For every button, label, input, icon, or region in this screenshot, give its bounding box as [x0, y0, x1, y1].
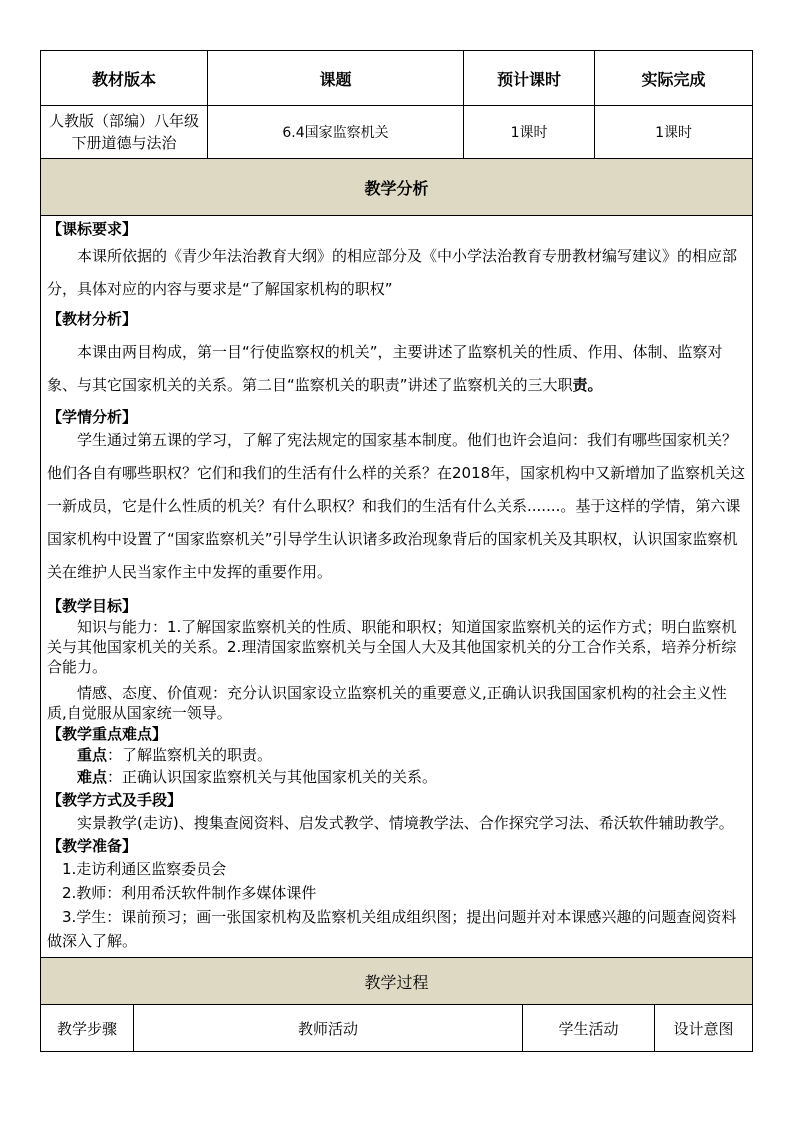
keypoint-key — [47, 745, 746, 765]
lesson-plan-table — [40, 50, 753, 1052]
learners-heading: 【学情分析】 — [47, 408, 138, 426]
process-header-row — [41, 1005, 753, 1052]
textbook-heading: 【教材分析】 — [47, 310, 138, 328]
col-student: 学生活动 — [523, 1005, 655, 1052]
curriculum-body: 本课所依据的《青少年法治教育大纲》的相应部分及《中小学法治教育专册教材编写建议》的相应部分，具体对应的内容与要求是“了解国家机构的职权” — [47, 247, 738, 298]
header-topic: 课题 — [208, 51, 464, 106]
info-row — [41, 106, 753, 159]
edition-value: 人教版（部编）八年级下册道德与法治 — [41, 106, 208, 159]
difficulty-text: ：正确认识国家监察机关与其他国家机关的关系。 — [107, 768, 438, 786]
key-text: ：了解监察机关的职责。 — [107, 746, 273, 764]
planned-value: 1课时 — [464, 106, 595, 159]
lesson-plan — [40, 50, 752, 1052]
curriculum-heading: 【课标要求】 — [47, 220, 138, 238]
methods-heading: 【教学方式及手段】 — [47, 791, 183, 809]
prep-item-2: 2.教师：利用希沃软件制作多媒体课件 — [62, 884, 317, 902]
header-row — [41, 51, 753, 106]
textbook-body — [47, 336, 746, 402]
keypoints-heading: 【教学重点难点】 — [47, 725, 168, 743]
analysis-title: 教学分析 — [41, 159, 753, 216]
learners-body: 学生通过第五课的学习，了解了宪法规定的国家基本制度。他们也许会追问：我们有哪些国家机关？他们各自有哪些职权？它们和我们的生活有什么样的关系？在2018年，国家机构中又新增加了监察机关这一新成员，它是什么性质的机关？有什么职权？和我们的生活有什么关系.......。基于这样的学情，第六课国家机构中设置了“国家监察机关”引导学生认识诸多政治现象背后的国家机关及其职权，认识国家监察机关在维护人民当家作主中发挥的重要作用。 — [47, 431, 746, 581]
header-planned: 预计课时 — [464, 51, 595, 106]
col-step: 教学步骤 — [41, 1005, 134, 1052]
goals-emotion: 情感、态度、价值观：充分认识国家设立监察机关的重要意义,正确认识我国国家机构的社会主义性质,自觉服从国家统一领导。 — [47, 684, 727, 722]
col-intent: 设计意图 — [655, 1005, 753, 1052]
analysis-content-row — [41, 216, 753, 958]
header-edition: 教材版本 — [41, 51, 208, 106]
key-label: 重点 — [77, 746, 108, 764]
keypoint-difficulty — [47, 765, 746, 789]
actual-value: 1课时 — [595, 106, 753, 159]
header-actual: 实际完成 — [595, 51, 753, 106]
process-title: 教学过程 — [41, 958, 753, 1005]
textbook-body-bold: 责。 — [572, 376, 603, 394]
prep-item-1: 1.走访利通区监察委员会 — [62, 860, 227, 878]
goals-heading: 【教学目标】 — [47, 597, 138, 615]
col-teacher: 教师活动 — [134, 1005, 523, 1052]
analysis-content — [41, 216, 753, 958]
textbook-body-main: 本课由两目构成，第一目“行使监察权的机关”，主要讲述了监察机关的性质、作用、体制、监察对象、与其它国家机关的关系。第二目“监察机关的职责”讲述了监察机关的三大职 — [47, 343, 723, 394]
goals-knowledge: 知识与能力：1.了解国家监察机关的性质、职能和职权；知道国家监察机关的运作方式；明白监察机关与其他国家机关的关系。2.理清国家监察机关与全国人大及其他国家机关的分工合作关系，培养分析综合能力。 — [47, 618, 737, 676]
analysis-title-row — [41, 159, 753, 216]
prep-heading: 【教学准备】 — [47, 837, 138, 855]
process-title-row — [41, 958, 753, 1005]
methods-body: 实景教学(走访)、搜集查阅资料、启发式教学、情境教学法、合作探究学习法、希沃软件辅助教学。 — [77, 814, 734, 832]
topic-value: 6.4国家监察机关 — [208, 106, 464, 159]
difficulty-label: 难点 — [77, 768, 108, 786]
prep-item-3: 3.学生：课前预习；画一张国家机构及监察机关组成组织图；提出问题并对本课感兴趣的问题查阅资料做深入了解。 — [47, 908, 737, 950]
